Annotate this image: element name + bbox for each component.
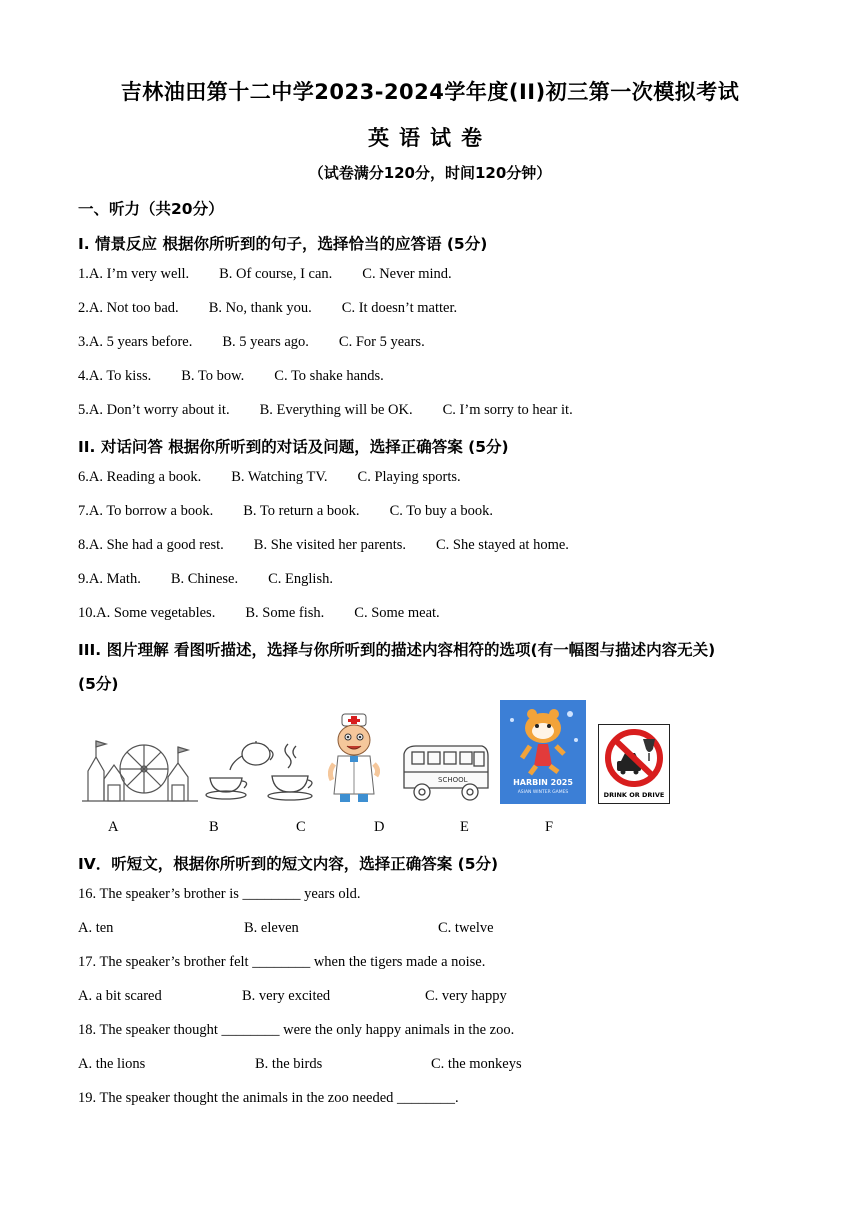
question-line <box>78 503 493 520</box>
question-number: 4. <box>78 368 89 384</box>
option-c: C. To shake hands. <box>274 368 384 384</box>
option-c: C. To buy a book. <box>389 503 494 519</box>
option-a: A. I’m very well. <box>88 266 190 282</box>
option-a: A. Some vegetables. <box>96 605 216 621</box>
subject-title: 英语试卷 <box>368 126 492 150</box>
section-4-heading: IV．听短文，根据你所听到的短文内容，选择正确答案 (5分) <box>78 855 499 873</box>
option-a: A. Reading a book. <box>88 469 202 485</box>
school-bus-picture <box>398 738 492 804</box>
question-line <box>78 605 440 622</box>
question-line <box>78 300 457 317</box>
option-a: A. ten <box>78 920 114 936</box>
option-c: C. For 5 years. <box>338 334 425 350</box>
question-line <box>78 266 452 283</box>
section-1-heading: I. 情景反应 根据你所听到的句子，选择恰当的应答语 (5分) <box>78 235 488 253</box>
question-line <box>78 334 425 351</box>
option-a: A. 5 years before. <box>88 334 193 350</box>
option-a: A. Not too bad. <box>88 300 179 316</box>
section-3-heading-cont: (5分) <box>78 675 119 693</box>
exam-title: 吉林油田第十二中学2023-2024学年度(II)初三第一次模拟考试 <box>120 80 740 104</box>
option-a: A. To borrow a book. <box>88 503 214 519</box>
question-line <box>78 537 569 554</box>
question-number: 10. <box>78 605 97 621</box>
option-b: B. To return a book. <box>243 503 360 519</box>
option-c: C. very happy <box>425 988 507 1004</box>
poster-subtitle: ASIAN WINTER GAMES <box>517 790 569 795</box>
picture-label-e: E <box>460 819 469 835</box>
exam-note: （试卷满分120分，时间120分钟） <box>308 164 552 182</box>
sign-caption: DRINK OR DRIVE <box>603 791 665 799</box>
option-b: B. Chinese. <box>170 571 239 587</box>
option-b: B. very excited <box>242 988 331 1004</box>
part-heading: 一、听力（共20分） <box>78 200 224 218</box>
question-number: 5. <box>78 402 89 418</box>
harbin-poster-picture <box>500 700 586 804</box>
question-stem: 19. The speaker thought the animals in the zoo needed ________. <box>78 1090 459 1106</box>
question-number: 1. <box>78 266 89 282</box>
option-b: B. the birds <box>255 1056 323 1072</box>
option-c: C. It doesn’t matter. <box>341 300 458 316</box>
option-c: C. I’m sorry to hear it. <box>442 402 573 418</box>
section-2-heading: II. 对话问答 根据你所听到的对话及问题，选择正确答案 (5分) <box>78 438 509 456</box>
question-line <box>78 469 461 486</box>
question-stem: 18. The speaker thought ________ were the only happy animals in the zoo. <box>78 1022 515 1038</box>
option-b: B. Of course, I can. <box>219 266 333 282</box>
option-c: C. twelve <box>438 920 494 936</box>
picture-label-d: D <box>374 819 385 835</box>
drink-drive-sign-picture <box>598 724 670 804</box>
option-b: B. She visited her parents. <box>253 537 407 553</box>
question-number: 2. <box>78 300 89 316</box>
no-drink-drive-icon <box>599 725 669 787</box>
option-b: B. To bow. <box>181 368 245 384</box>
question-number: 9. <box>78 571 89 587</box>
option-a: A. the lions <box>78 1056 146 1072</box>
option-b: B. Watching TV. <box>231 469 328 485</box>
picture-label-b: B <box>209 819 219 835</box>
option-c: C. English. <box>268 571 333 587</box>
picture-label-f: F <box>545 819 554 835</box>
option-a: A. Math. <box>88 571 141 587</box>
option-a: A. To kiss. <box>88 368 152 384</box>
option-a: A. a bit scared <box>78 988 162 1004</box>
picture-label-a: A <box>108 819 119 835</box>
hot-drink-picture <box>266 740 318 802</box>
option-a: A. She had a good rest. <box>88 537 224 553</box>
amusement-park-picture <box>82 733 198 803</box>
picture-label-c: C <box>296 819 306 835</box>
bus-sign-text: SCHOOL <box>438 776 468 784</box>
option-b: B. 5 years ago. <box>222 334 309 350</box>
question-number: 7. <box>78 503 89 519</box>
question-line <box>78 402 573 419</box>
question-line <box>78 368 384 385</box>
question-number: 8. <box>78 537 89 553</box>
question-stem: 16. The speaker’s brother is ________ years old. <box>78 886 361 902</box>
option-b: B. No, thank you. <box>208 300 312 316</box>
question-number: 6. <box>78 469 89 485</box>
tiger-mascot-icon <box>500 700 586 804</box>
option-c: C. She stayed at home. <box>436 537 569 553</box>
doctor-picture <box>328 712 380 804</box>
option-b: B. eleven <box>244 920 299 936</box>
option-a: A. Don’t worry about it. <box>88 402 230 418</box>
option-c: C. Playing sports. <box>357 469 461 485</box>
option-b: B. Everything will be OK. <box>259 402 413 418</box>
question-line <box>78 571 333 588</box>
option-b: B. Some fish. <box>245 605 325 621</box>
question-stem: 17. The speaker’s brother felt ________ when the tigers made a noise. <box>78 954 486 970</box>
option-c: C. the monkeys <box>431 1056 522 1072</box>
option-c: C. Some meat. <box>354 605 440 621</box>
question-number: 3. <box>78 334 89 350</box>
option-c: C. Never mind. <box>362 266 452 282</box>
poster-title: HARBIN 2025 <box>513 778 573 787</box>
section-3-heading: III. 图片理解 看图听描述，选择与你所听到的描述内容相符的选项(有一幅图与描述内容无关) <box>78 641 716 659</box>
